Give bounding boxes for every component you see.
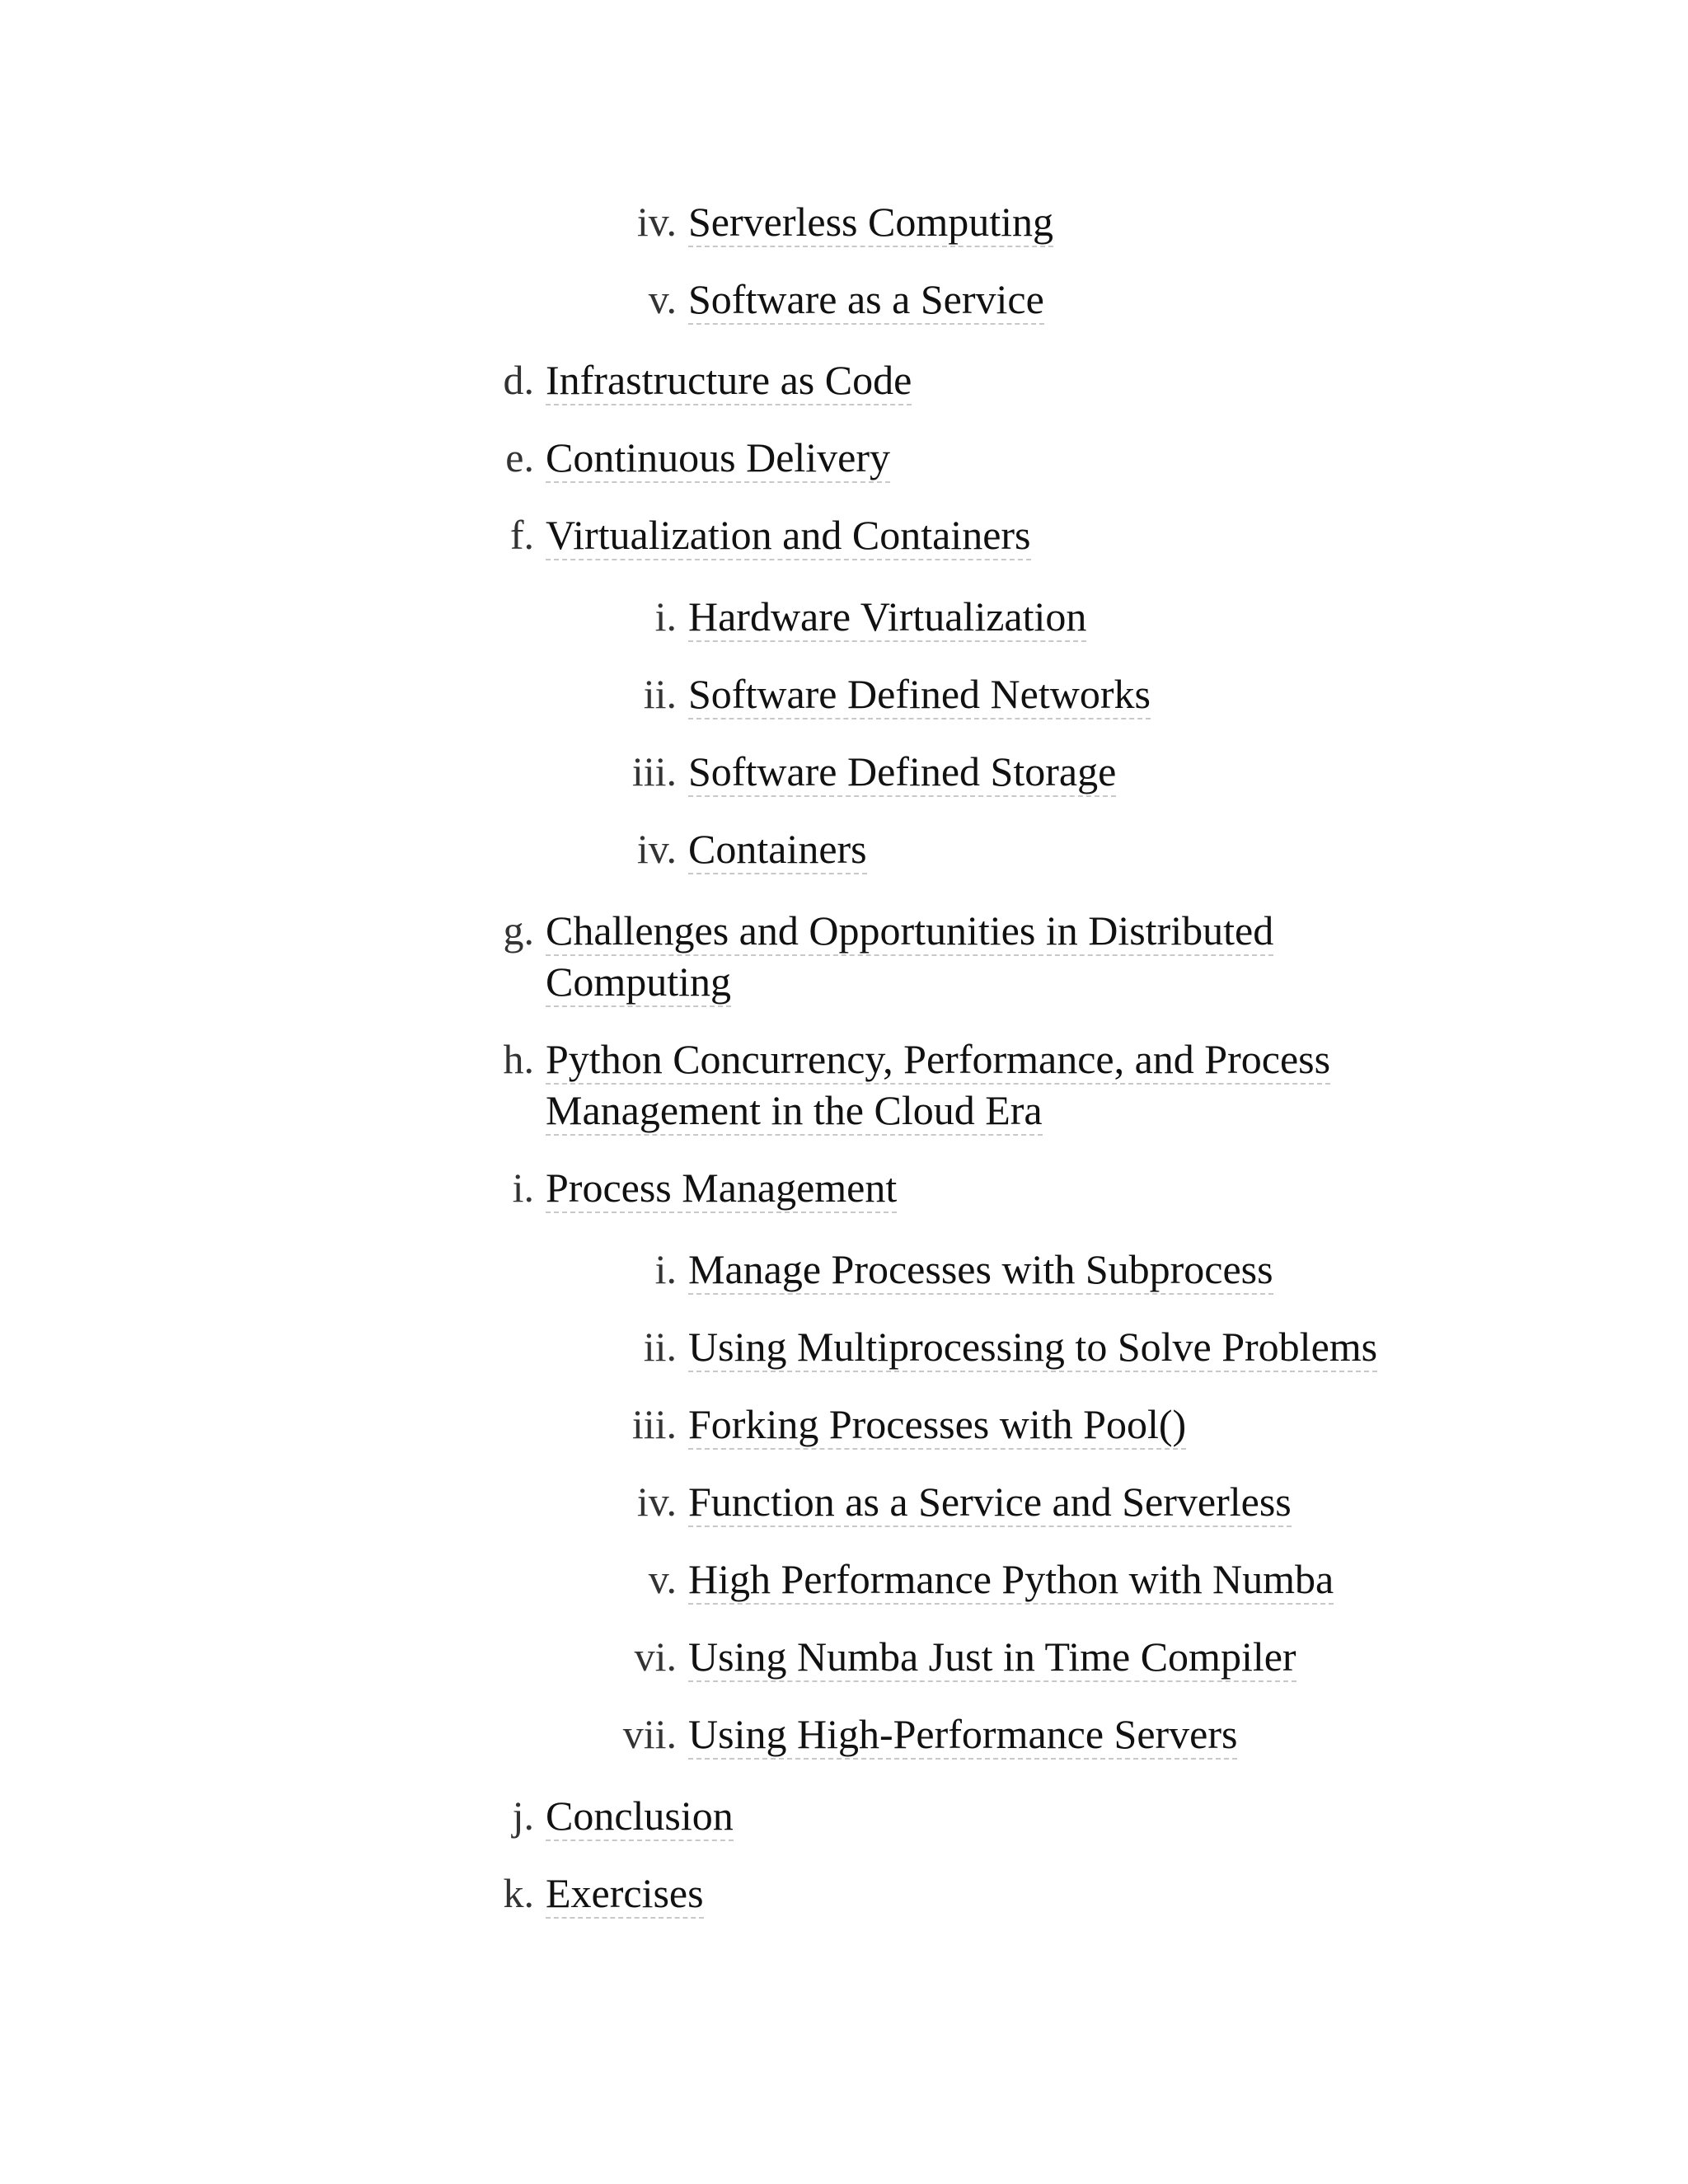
toc-marker: vii. bbox=[622, 1711, 677, 1757]
toc-link-software-as-a-service[interactable]: Software as a Service bbox=[688, 276, 1044, 325]
toc-link-using-multiprocessing[interactable]: Using Multiprocessing to Solve Problems bbox=[688, 1324, 1377, 1372]
toc-item-virtualization-and-containers bbox=[509, 509, 1031, 560]
toc-item-software-as-a-service bbox=[648, 274, 1044, 325]
toc-marker: i. bbox=[654, 593, 677, 640]
toc-marker: g. bbox=[503, 907, 534, 954]
toc-item-containers bbox=[636, 823, 867, 874]
toc-link-exercises[interactable]: Exercises bbox=[546, 1870, 704, 1919]
toc-link-infrastructure-as-code[interactable]: Infrastructure as Code bbox=[546, 357, 912, 405]
toc-item-manage-processes bbox=[654, 1244, 1273, 1295]
toc-item-hardware-virtualization bbox=[654, 591, 1087, 642]
toc-link-challenges-and-opportunities-cont[interactable]: Computing bbox=[546, 958, 731, 1007]
toc-marker: k. bbox=[503, 1870, 534, 1916]
toc-item-software-defined-networks bbox=[643, 668, 1151, 719]
toc-link-manage-processes[interactable]: Manage Processes with Subprocess bbox=[688, 1246, 1273, 1295]
toc-item-exercises bbox=[503, 1868, 704, 1919]
toc-link-high-performance-python[interactable]: High Performance Python with Numba bbox=[688, 1556, 1334, 1605]
toc-item-python-concurrency bbox=[503, 1033, 1331, 1136]
toc-marker: v. bbox=[648, 276, 677, 322]
toc-marker: iii. bbox=[631, 748, 677, 794]
toc-link-forking-processes[interactable]: Forking Processes with Pool() bbox=[688, 1401, 1186, 1450]
toc-item-software-defined-storage bbox=[631, 746, 1117, 797]
toc-marker: iv. bbox=[636, 199, 677, 245]
toc-marker: e. bbox=[505, 434, 534, 480]
toc-link-serverless-computing[interactable]: Serverless Computing bbox=[688, 199, 1053, 247]
toc-marker: iii. bbox=[631, 1401, 677, 1447]
toc-link-conclusion[interactable]: Conclusion bbox=[546, 1793, 734, 1841]
toc-marker: vi. bbox=[634, 1633, 677, 1680]
toc-link-python-concurrency[interactable]: Python Concurrency, Performance, and Process bbox=[546, 1036, 1330, 1085]
toc-marker: i. bbox=[654, 1246, 677, 1292]
toc-item-high-performance-servers bbox=[622, 1708, 1238, 1760]
toc-item-continuous-delivery bbox=[505, 432, 891, 483]
toc-item-challenges-and-opportunities bbox=[503, 905, 1274, 1007]
toc-item-using-numba-jit bbox=[634, 1631, 1296, 1682]
toc-item-high-performance-python bbox=[648, 1554, 1334, 1605]
toc-link-containers[interactable]: Containers bbox=[688, 826, 867, 874]
toc-link-python-concurrency-cont[interactable]: Management in the Cloud Era bbox=[546, 1087, 1043, 1136]
toc-marker: d. bbox=[503, 357, 534, 403]
toc-item-process-management bbox=[512, 1162, 898, 1213]
toc-item-function-as-a-service bbox=[636, 1476, 1292, 1527]
toc-marker: h. bbox=[503, 1036, 534, 1082]
toc-link-function-as-a-service[interactable]: Function as a Service and Serverless bbox=[688, 1479, 1292, 1527]
toc-marker: v. bbox=[648, 1556, 677, 1602]
toc-marker: iv. bbox=[636, 1479, 677, 1525]
toc-link-hardware-virtualization[interactable]: Hardware Virtualization bbox=[688, 593, 1086, 642]
toc-marker: i. bbox=[512, 1165, 534, 1211]
toc-item-forking-processes bbox=[631, 1399, 1187, 1450]
toc-item-serverless-computing bbox=[636, 196, 1054, 247]
toc-link-using-numba-jit[interactable]: Using Numba Just in Time Compiler bbox=[688, 1633, 1296, 1682]
toc-item-conclusion bbox=[512, 1790, 734, 1841]
toc-link-software-defined-storage[interactable]: Software Defined Storage bbox=[688, 748, 1116, 797]
toc-link-process-management[interactable]: Process Management bbox=[546, 1165, 897, 1213]
toc-link-high-performance-servers[interactable]: Using High-Performance Servers bbox=[688, 1711, 1237, 1760]
toc-link-software-defined-networks[interactable]: Software Defined Networks bbox=[688, 671, 1151, 719]
toc-marker: j. bbox=[512, 1793, 534, 1839]
toc-item-infrastructure-as-code bbox=[503, 354, 912, 405]
toc-item-using-multiprocessing bbox=[643, 1321, 1378, 1372]
toc-link-challenges-and-opportunities[interactable]: Challenges and Opportunities in Distributed bbox=[546, 907, 1273, 956]
toc-link-continuous-delivery[interactable]: Continuous Delivery bbox=[546, 434, 890, 483]
toc-link-virtualization-and-containers[interactable]: Virtualization and Containers bbox=[546, 512, 1031, 560]
toc-marker: f. bbox=[509, 512, 534, 558]
toc-marker: iv. bbox=[636, 826, 677, 872]
toc-marker: ii. bbox=[643, 1324, 677, 1370]
toc-marker: ii. bbox=[643, 671, 677, 717]
